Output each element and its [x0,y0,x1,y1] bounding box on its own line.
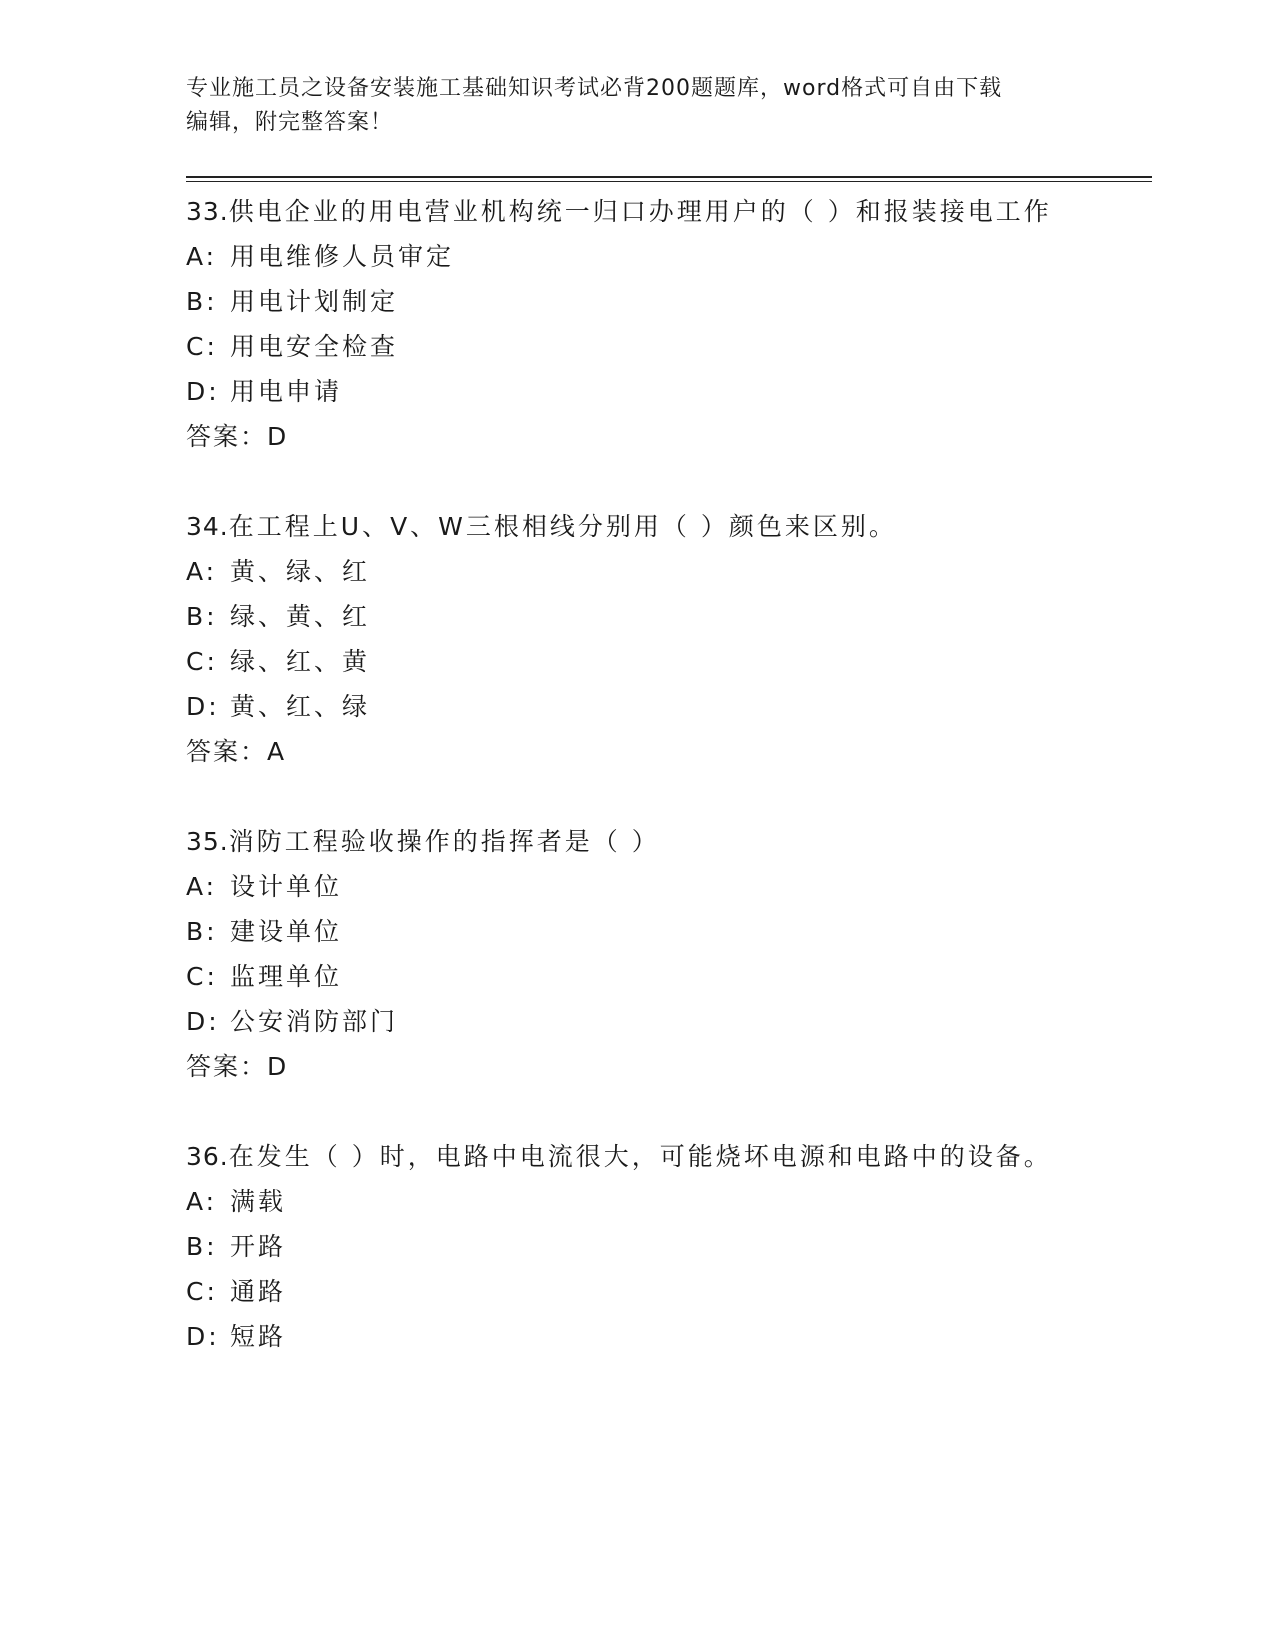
option-letter: D: [186,692,220,721]
question-text: 消防工程验收操作的指挥者是（ ） [228,827,660,856]
answer-line: 答案：D [186,422,289,451]
option-a [186,234,1086,279]
question-number: 36. [186,1142,229,1171]
question-list [186,189,1086,1404]
question-number: 33. [186,197,229,226]
option-letter: D: [186,377,220,406]
option-text: 用电安全检查 [230,332,399,361]
option-d [186,369,1086,414]
option-b [186,594,1086,639]
option-letter: D: [186,1007,220,1036]
question-stem [186,819,1086,864]
option-letter: C: [186,962,218,991]
option-d [186,684,1086,729]
question-text: 在工程上U、V、W三根相线分别用（ ）颜色来区别。 [228,512,897,541]
option-b [186,279,1086,324]
header-title-line-2: 编辑，附完整答案！ [186,110,394,135]
option-letter: C: [186,647,218,676]
option-text: 监理单位 [230,962,343,991]
header-divider-thin [186,181,1152,182]
question-35 [186,819,1086,1089]
option-d [186,999,1086,1044]
option-c [186,954,1086,999]
question-stem [186,189,1086,234]
option-text: 用电计划制定 [230,287,399,316]
question-stem [186,504,1086,549]
option-letter: B: [186,602,218,631]
option-text: 短路 [230,1322,287,1351]
option-letter: A: [186,242,218,271]
option-text: 黄、红、绿 [230,692,371,721]
option-text: 用电申请 [230,377,343,406]
option-text: 绿、黄、红 [230,602,371,631]
option-letter: C: [186,332,218,361]
question-text: 在发生（ ）时，电路中电流很大，可能烧坏电源和电路中的设备。 [228,1142,1052,1171]
option-text: 用电维修人员审定 [230,242,455,271]
question-33 [186,189,1086,459]
option-b [186,1224,1086,1269]
option-letter: C: [186,1277,218,1306]
option-letter: D: [186,1322,220,1351]
option-a [186,549,1086,594]
question-number: 35. [186,827,229,856]
option-text: 绿、红、黄 [230,647,371,676]
option-text: 公安消防部门 [230,1007,399,1036]
option-letter: A: [186,872,218,901]
header-title-line-1: 专业施工员之设备安装施工基础知识考试必背200题题库，word格式可自由下载 [186,76,1003,101]
option-letter: A: [186,557,218,586]
answer-line: 答案：D [186,1052,289,1081]
answer-line: 答案：A [186,737,287,766]
option-letter: B: [186,917,218,946]
option-text: 开路 [230,1232,287,1261]
header-divider-thick [186,176,1152,178]
option-text: 通路 [230,1277,287,1306]
option-b [186,909,1086,954]
option-letter: B: [186,1232,218,1261]
question-34 [186,504,1086,774]
option-c [186,639,1086,684]
option-text: 黄、绿、红 [230,557,371,586]
option-d [186,1314,1086,1359]
question-36 [186,1134,1086,1359]
option-text: 设计单位 [230,872,343,901]
option-text: 建设单位 [230,917,343,946]
question-text: 供电企业的用电营业机构统一归口办理用户的（ ）和报装接电工作 [228,197,1052,226]
question-stem [186,1134,1086,1179]
option-c [186,1269,1086,1314]
option-a [186,1179,1086,1224]
option-text: 满载 [230,1187,287,1216]
option-letter: B: [186,287,218,316]
option-c [186,324,1086,369]
option-letter: A: [186,1187,218,1216]
question-number: 34. [186,512,229,541]
option-a [186,864,1086,909]
document-header [186,72,1086,140]
